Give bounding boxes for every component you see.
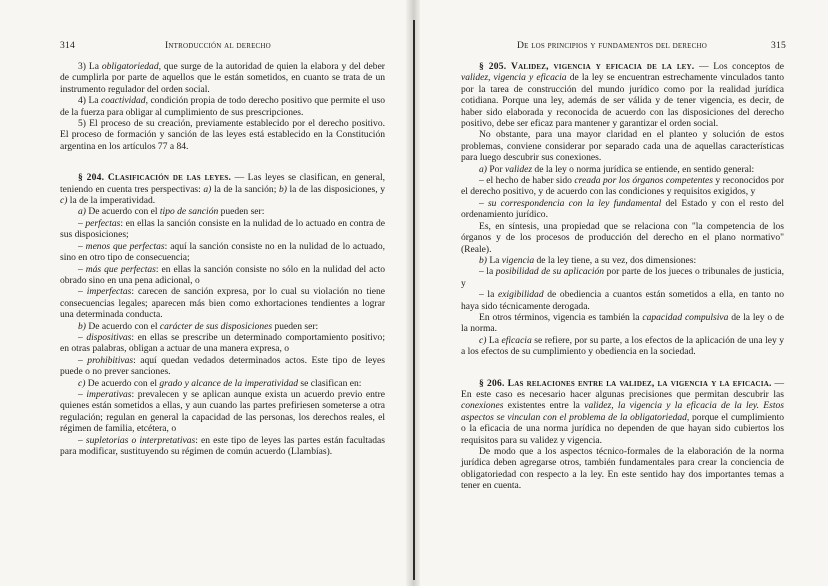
paragraph [60, 95, 385, 118]
text-run: la de la sanción; [211, 183, 279, 195]
italic-run: exigibilidad [497, 289, 544, 301]
text-run: , condición propia de todo derecho positivo que permite el uso de la fuerza para obligar al cumplimiento de sus prescripciones. [60, 95, 385, 118]
book-spine-shadow [413, 20, 415, 580]
italic-run: más que perfectas [85, 263, 156, 275]
text-run: : carecen de sanción expresa, por lo cual su violación no tiene consecuencias legales; aparecen más bien como exhortaciones tendientes a lograr una determinada conducta. [60, 286, 385, 321]
text-run: por parte de los jueces o tribunales de justicia, y [461, 266, 784, 289]
text-run: de obediencia a cuantos están sometidos a ella, en tanto no haya sido técnicamente derogada. [461, 289, 784, 312]
text-run: 4) La [78, 95, 102, 107]
text-run: de la ley se encuentran estrechamente vinculados tanto por la tarea de construcción del mundo jurídico como por la realidad jurídica cotidiana. Porque una ley, además de ser válida y de tener vigencia, es decir, de haber sido elaborada y reconocida de acuerdo con las disposiciones del derecho positivo, debe ser eficaz para mantener y garantizar el orden social. [461, 72, 784, 130]
text-run: – [78, 240, 86, 252]
italic-run: su correspondencia con la ley fundamental [487, 197, 662, 209]
paragraph [60, 435, 385, 458]
text-run: : prevalecen y se aplican aunque exista un acuerdo previo entre quienes están sometidos a ellas, y aun cuando las partes prefiriesen someterse a otra regulación; regulan en general la capacidad de las personas, los derechos reales, el régimen de familia, etcétera, o [60, 388, 385, 435]
paragraph [461, 446, 784, 492]
left-running-head: Introducción al derecho [165, 40, 271, 51]
text-run: – [78, 263, 86, 275]
paragraph [60, 332, 385, 355]
text-run: De acuerdo con el [85, 320, 160, 332]
text-run: de la ley o de la norma. [461, 311, 784, 335]
paragraph [461, 255, 784, 266]
italic-run: carácter de sus disposiciones [159, 320, 273, 332]
paragraph [60, 218, 385, 241]
section-heading: § 206. Las relaciones entre la validez, la vigencia y la eficacia. [479, 377, 772, 389]
text-run: : en ellas la sanción consiste no sólo en la nulidad del acto obrado sino en una pena adicional, o [60, 263, 386, 286]
paragraph [60, 241, 385, 264]
italic-run: tipo de sanción [159, 206, 219, 218]
italic-run: c) [78, 377, 86, 389]
italic-run: obligatoriedad [101, 61, 159, 72]
paragraph [461, 164, 784, 175]
text-run: – [78, 286, 87, 298]
text-run: – la [479, 289, 498, 301]
text-run: : en ellas se prescribe un determinado comportamiento positivo; en otras palabras, obligan a actuar de una manera expresa, o [60, 331, 385, 355]
right-page-body [461, 61, 784, 492]
italic-run: validez [505, 163, 533, 175]
italic-run: validez, vigencia y eficacia [461, 72, 567, 84]
text-run: – [78, 217, 86, 229]
paragraph [60, 206, 385, 217]
text-run: — En este caso es necesario hacer algunas precisiones que permitan descubrir las [461, 377, 784, 400]
text-run: del Estado y con el resto del ordenamiento jurídico. [461, 197, 784, 221]
text-run: La [486, 254, 502, 266]
text-run: la de la imperatividad. [67, 195, 156, 207]
text-run: : en ellas la sanción consiste en la nulidad de lo actuado en contra de sus disposiciones; [60, 217, 385, 241]
italic-run: menos que perfectas [85, 240, 165, 252]
paragraph [461, 198, 784, 221]
italic-run: b) [278, 183, 287, 195]
italic-run: posibilidad de su aplicación [495, 266, 605, 278]
text-run: se clasifican en: [298, 377, 362, 389]
text-run: La [486, 334, 502, 346]
text-run: se refiere, por su parte, a los efectos de la aplicación de una ley y a los efectos de su cumplimiento y obediencia en la sociedad. [461, 334, 785, 358]
paragraph [60, 378, 385, 389]
italic-run: prohibitivas [87, 354, 134, 366]
paragraph [60, 286, 385, 320]
paragraph [60, 264, 385, 287]
text-run: – el hecho de haber sido [479, 175, 575, 187]
text-run: pueden ser: [272, 320, 319, 332]
paragraph [60, 118, 385, 152]
italic-run: c) [479, 334, 487, 346]
italic-run: imperativas [86, 388, 132, 400]
text-run: Es, en síntesis, una propiedad que se relaciona con "la competencia de los órganos y de los procesos de producción del derecho en el plano normativo" (Reale). [461, 220, 784, 255]
italic-run: perfectas [85, 217, 121, 229]
italic-run: conexiones [461, 400, 504, 412]
text-run: , que surge de la autoridad de quien la elabora y del deber de cumplirla por parte de aquellos que le están sometidos, en cuanto se trata de un instrumento regulador del orden social. [60, 61, 385, 95]
paragraph [60, 172, 385, 206]
text-run: En otros términos, vigencia es también la [479, 311, 643, 323]
text-run: De modo que a los aspectos técnico-formales de la elaboración de la norma jurídica deben agregarse otros, también fundamentales para crear la conciencia de obligatoriedad con respecto a la ley. En este sentido hay dos importantes temas a tener en cuenta. [461, 446, 784, 492]
paragraph [461, 129, 784, 163]
paragraph [461, 266, 784, 289]
text-run: – [78, 331, 87, 343]
text-run: la de las disposiciones, y [286, 183, 385, 195]
right-page-number: 315 [771, 40, 786, 51]
paragraph [461, 312, 784, 335]
text-run: existentes entre la [503, 400, 585, 412]
text-run: Por [486, 163, 505, 175]
italic-run: validez, la vigencia y la eficacia de la ley. Estos aspectos se vinculan con el problema de la obligatoriedad [461, 400, 784, 423]
italic-run: b) [78, 320, 86, 332]
text-run: — Las leyes se clasifican, en general, teniendo en cuenta tres perspectivas: [60, 172, 385, 195]
text-run: – [78, 354, 88, 366]
left-page-body [60, 61, 385, 457]
paragraph [60, 61, 385, 95]
italic-run: imperfectas [86, 286, 132, 298]
paragraph [461, 335, 784, 358]
italic-run: a) [78, 206, 86, 218]
text-run: – [479, 197, 488, 209]
italic-run: vigencia [501, 254, 535, 266]
italic-run: eficacia [501, 334, 532, 346]
text-run: : en este tipo de leyes las partes están facultadas para modificar, sustituyendo su régimen de común acuerdo (Llambías). [60, 434, 385, 457]
italic-run: dispositivas [86, 331, 132, 343]
right-running-head: De los principios y fundamentos del derecho [517, 40, 708, 51]
text-run: – [78, 388, 87, 400]
italic-run: a) [203, 183, 212, 195]
left-page-number: 314 [60, 40, 75, 51]
text-run: – [78, 434, 86, 446]
paragraph [60, 389, 385, 435]
text-run: – la [479, 266, 496, 278]
paragraph [60, 321, 385, 332]
section-heading: § 205. Validez, vigencia y eficacia de la ley. [479, 61, 695, 72]
text-run: de la ley tiene, a su vez, dos dimensiones: [534, 254, 697, 266]
paragraph [461, 61, 784, 129]
text-run: , porque el cumplimiento o la eficacia de una norma jurídica no dependen de que hayan sido cubiertos los requisitos para su validez y vigencia. [461, 411, 784, 446]
paragraph [461, 221, 784, 255]
paragraph [461, 378, 784, 446]
paragraph [60, 355, 385, 378]
text-run: 3) La [78, 61, 102, 72]
italic-run: supletorias o interpretativas [85, 434, 196, 446]
italic-run: capacidad compulsiva [642, 311, 729, 323]
section-heading: § 204. Clasificación de las leyes. [78, 172, 232, 184]
paragraph [461, 175, 784, 198]
text-run: No obstante, para una mayor claridad en el planteo y solución de estos problemas, conviene considerar por separado cada una de aquellas características para luego descubrir sus conexiones. [461, 129, 784, 164]
italic-run: b) [479, 254, 487, 266]
text-run: — Los conceptos de [694, 61, 784, 72]
text-run: De acuerdo con el [85, 206, 160, 218]
text-run: de la ley o norma jurídica se entiende, en sentido general: [532, 163, 755, 175]
text-run: De acuerdo con el [85, 377, 160, 389]
text-run: y reconocidos por el derecho positivo, y de acuerdo con las condiciones y requisitos exigidos, y [461, 175, 784, 198]
italic-run: coactividad [101, 95, 146, 107]
text-run: 5) El proceso de su creación, previamente establecido por el derecho positivo. El proceso de formación y sanción de las leyes está establecido en la Constitución argentina en los artículos 77 a 84. [60, 118, 385, 152]
text-run: : aquí quedan vedados determinados actos. Este tipo de leyes puede o no prever sanciones. [60, 354, 385, 378]
text-run: : aquí la sanción consiste no en la nulidad de lo actuado, sino en otro tipo de consecuencia; [60, 240, 385, 264]
italic-run: c) [60, 195, 68, 207]
italic-run: a) [479, 163, 487, 175]
italic-run: grado y alcance de la imperatividad [159, 377, 299, 389]
right-page [414, 0, 828, 586]
text-run: pueden ser: [218, 206, 265, 218]
italic-run: creada por los órganos competentes [574, 175, 713, 187]
paragraph [461, 289, 784, 312]
